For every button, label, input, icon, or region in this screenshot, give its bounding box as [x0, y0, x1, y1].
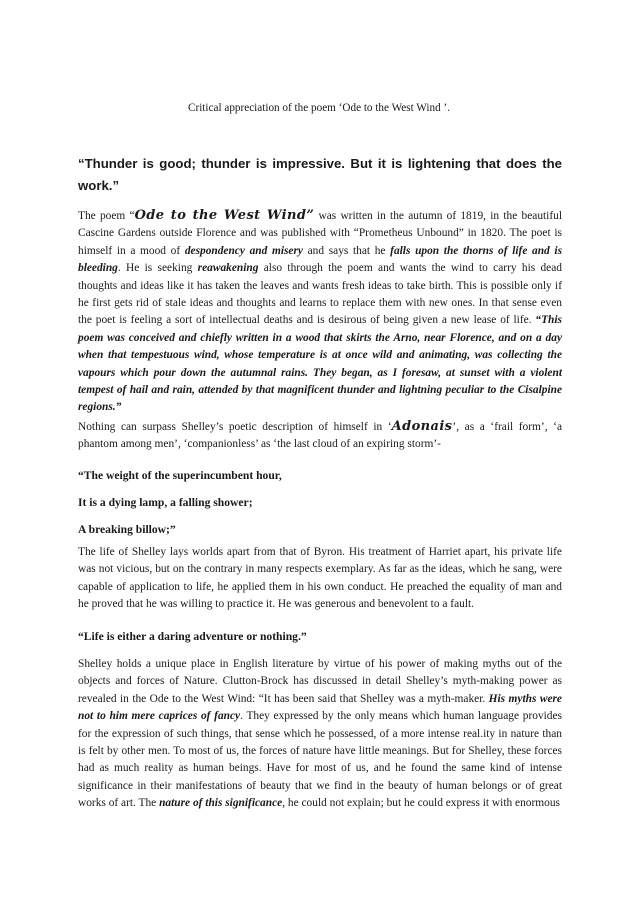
p1-text-5: also through the poem and wants the wind to carry his dead thoughts and ideas like it has taken the leaves and wants fresh ideas to take birth. This is possible only if he first gets rid of stale ideas and thoughts and learns to replace them with new ones. In that sense even the poet is feeling a sort of intellectual deaths and is desirous of being given a new lease of life. — [78, 262, 562, 327]
p4-text-3: , he could not explain; but he could express it with enormous — [282, 797, 560, 810]
p1-text-2: was written in the autumn of 1819, in the beautiful Cascine Gardens outside Florence and was published with “Prometheus Unbound” in 1820. The poet is himself in a mood of — [78, 210, 562, 257]
paragraph-1 — [78, 207, 562, 417]
p4-text-2: . They expressed by the only means which human language provides for the expression of such things, that sense which he possessed, of a more intense real.ity in nature than is felt by other men. To most of us, the forces of nature have little meanings. But for Shelley, these forces had as much reality as human beings. Have for most of us, and he found the same kind of intense significance in their manifestations of beauty that we find in the beauty of human belongs or of great works of art. The — [78, 710, 562, 810]
paragraph-4 — [78, 656, 562, 813]
adonais-title: Adonais — [391, 419, 453, 434]
paragraph-3: The life of Shelley lays worlds apart from that of Byron. His treatment of Harriet apart, his private life was not vicious, but on the contrary in many respects exemplary. As far as the ideas, which he sang, were capable of application to life, he applied them in his own conduct. He preached the equality of man and he proved that he was willing to practice it. He was generous and benevolent to a fault. — [78, 546, 562, 611]
p1-emphasis-1: despondency and misery — [184, 244, 303, 257]
verse-line-2: It is a dying lamp, a falling shower; — [78, 496, 253, 509]
p2-text-1: Nothing can surpass Shelley’s poetic description of himself in ‘ — [78, 421, 392, 433]
p1-emphasis-2: falls upon the thorns of life and is bleeding — [78, 244, 563, 275]
epigraph-quote: “Thunder is good; thunder is impressive. But it is lightening that does the work.” — [78, 156, 562, 193]
quote-life: “Life is either a daring adventure or nothing.” — [78, 630, 307, 643]
p1-text-3: and says that he — [302, 244, 391, 257]
paragraph-2 — [78, 418, 562, 454]
p1-text-4: . He is seeking — [117, 262, 198, 275]
p4-emphasis-1: His myths were not to him mere caprices of fancy — [78, 692, 562, 723]
verse-line-3: A breaking billow;” — [78, 523, 176, 536]
p1-text-1: The poem “ — [78, 210, 135, 222]
p1-emphasis-3: reawakening — [197, 262, 259, 275]
p1-quote: “This poem was conceived and chiefly written in a wood that skirts the Arno, near Florence, and on a day when that tempestuous wind, whose temperature is at once wild and animating, was collecting the vapours which pour down the autumnal rains. They began, as I foresaw, at sunset with a violent tempest of hail and rain, attended by that magnificent thunder and lightning peculiar to the Cisalpine regions.” — [78, 314, 562, 414]
page-title: Critical appreciation of the poem ‘Ode to the West Wind ’. — [188, 102, 450, 114]
verse-line-1: “The weight of the superincumbent hour, — [78, 469, 282, 482]
p4-text-1: Shelley holds a unique place in English literature by virtue of his power of making myths out of the objects and forces of Nature. Clutton-Brock has discussed in detail Shelley’s myth-making power as revealed in the Ode to the West Wind: “It has been said that Shelley was a myth-maker. — [78, 658, 562, 705]
p2-text-2: ’, as a ‘frail form’, ‘a phantom among men’, ‘companionless’ as ‘the last cloud of an expiring storm’- — [78, 421, 562, 451]
poem-title: Ode to the West Wind” — [134, 208, 315, 223]
p4-emphasis-2: nature of this significance — [159, 797, 283, 810]
